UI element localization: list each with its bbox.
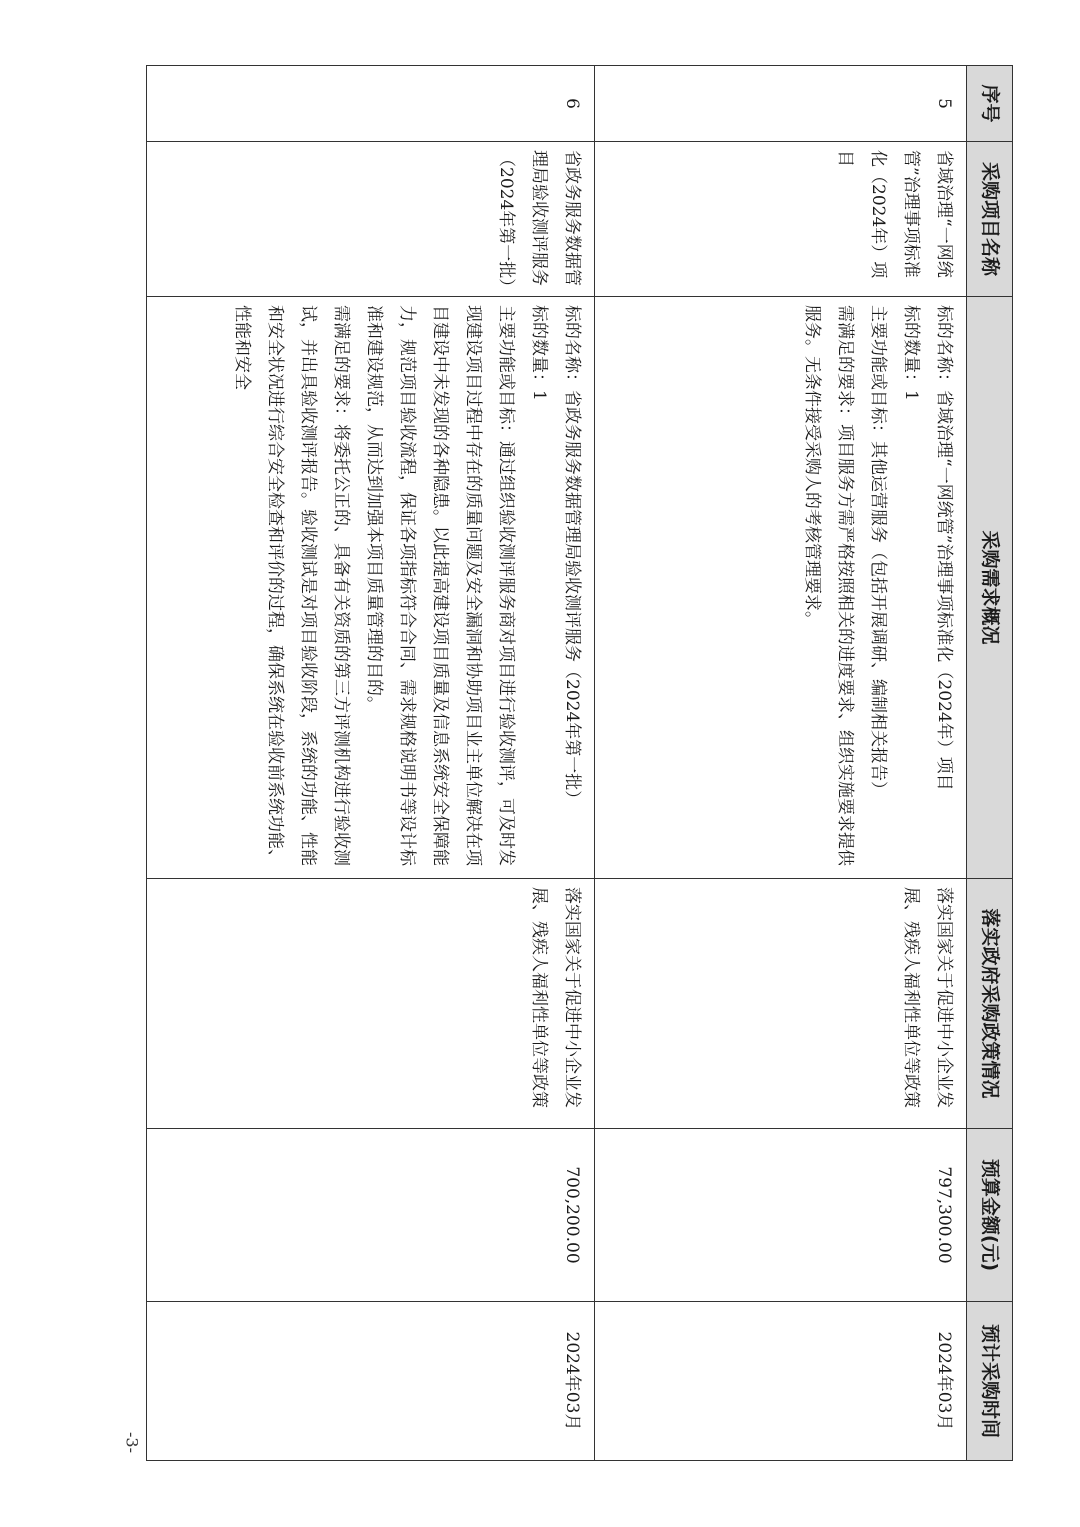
summary-item: 标的数量：1: [529, 305, 549, 401]
header-budget: 预算金额(元): [967, 1129, 1013, 1302]
table-header-row: [967, 66, 1013, 1461]
table-row: [147, 66, 595, 1461]
row-policy: 落实国家关于促进中小企业发展、残疾人福利性单位等政策: [595, 879, 967, 1129]
summary-item: 主要功能或目标：其他运营服务（包括开展调研、编制相关报告）: [868, 305, 888, 798]
row-no: 5: [595, 66, 967, 142]
rotated-table-frame: [146, 65, 1013, 1460]
table-row: [595, 66, 967, 1461]
summary-item: 标的数量：1: [901, 305, 921, 401]
row-summary: [147, 297, 595, 879]
header-policy: 落实政府采购政策情况: [967, 879, 1013, 1129]
header-project-name: 采购项目名称: [967, 142, 1013, 297]
row-time: 2024年03月: [147, 1302, 595, 1461]
header-no: 序号: [967, 66, 1013, 142]
procurement-table: [146, 65, 1013, 1461]
page-number: [112, 1415, 152, 1475]
header-time: 预计采购时间: [967, 1302, 1013, 1461]
summary-item: 标的名称：省政务服务数据管理局验收测评服务（2024年第一批）: [562, 305, 582, 808]
row-project-name: 省政务服务数据管理局验收测评服务（2024年第一批）: [147, 142, 595, 297]
row-budget: 797,300.00: [595, 1129, 967, 1302]
row-budget: 700,200.00: [147, 1129, 595, 1302]
summary-item: 需满足的要求：将委托公正的、具备有关资质的第三方评测机构进行验收测试，并出具验收测评报告。验收测试是对项目验收阶段，系统的功能、性能和安全状况进行综合安全检查和评价的过程，确保系统在验收前系统功能、性能和安全: [232, 305, 351, 866]
header-summary: 采购需求概况: [967, 297, 1013, 879]
row-no: 6: [147, 66, 595, 142]
row-summary: [595, 297, 967, 879]
summary-item: 需满足的要求：项目服务方需严格按照相关的进度要求、组织实施要求提供服务。无条件接受采购人的考核管理要求。: [802, 305, 855, 866]
row-policy: 落实国家关于促进中小企业发展、残疾人福利性单位等政策: [147, 879, 595, 1129]
procurement-table-page: [146, 65, 1013, 1460]
summary-item: 标的名称：省域治理“一网统管”治理事项标准化（2024年）项目: [934, 305, 954, 791]
row-project-name: 省域治理“一网统管”治理事项标准化（2024年）项目: [595, 142, 967, 297]
row-time: 2024年03月: [595, 1302, 967, 1461]
page-number-text: -3-: [122, 1432, 142, 1453]
summary-item: 主要功能或目标：通过组织验收测评服务商对项目进行验收测评，可及时发现建设项目过程中存在的质量问题及安全漏洞和协助项目业主单位解决在项目建设中未发现的各种隐患。以此提高建设项目质量及信息系统安全保障能力，规范项目验收流程，保证各项指标符合合同、需求规格说明书等设计标准和建设规范，从而达到加强本项目质量管理的目的。: [364, 305, 516, 866]
